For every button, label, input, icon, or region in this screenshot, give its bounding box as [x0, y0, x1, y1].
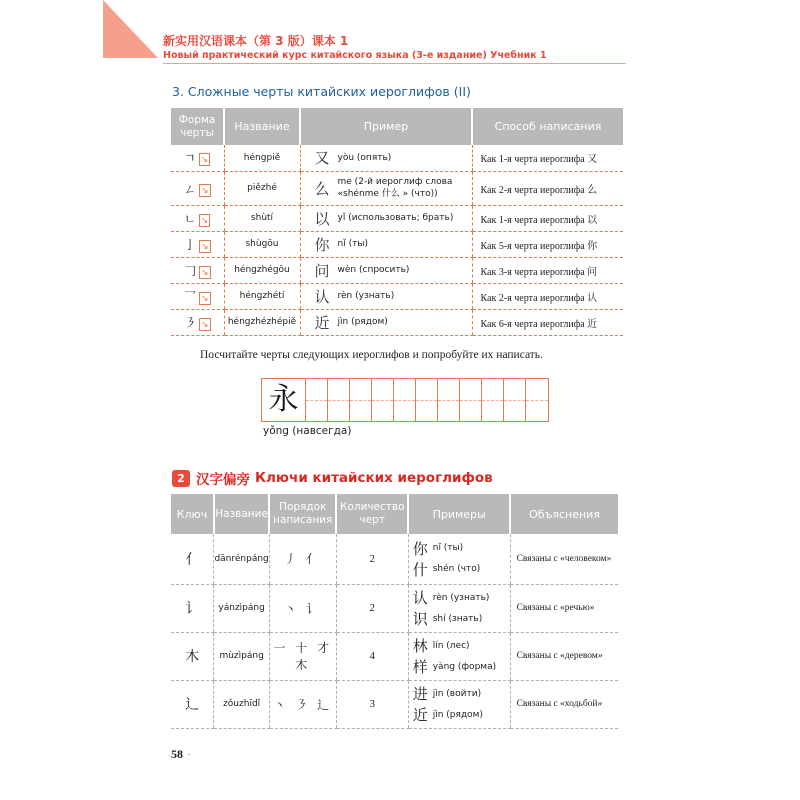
stroke-glyph: ㄥ: [183, 181, 196, 196]
writing-grid: [261, 378, 549, 422]
stroke-glyph: 𠃌: [183, 263, 196, 278]
practice-caption: yǒng (навсегда): [263, 425, 352, 437]
example-char: 么: [314, 179, 330, 198]
stroke-order-icon: ↘: [200, 184, 209, 195]
radical-example: [413, 587, 510, 608]
radical-example-text: shén (что): [432, 564, 481, 575]
radical-row: [171, 680, 618, 728]
radical-example-text: lín (лес): [432, 640, 470, 651]
radical-name: yánzìpáng: [214, 584, 269, 632]
radical-example-text: rèn (узнать): [432, 592, 490, 603]
radical-example-char: 近: [412, 706, 428, 724]
col-name: Название: [224, 108, 300, 145]
radical-example: [413, 704, 510, 725]
example-char: 问: [314, 261, 330, 280]
col-order: Порядок написания: [269, 494, 336, 534]
grid-cell: [394, 379, 416, 421]
stroke-count: 4: [336, 632, 408, 680]
stroke-order-icon: ↘: [200, 266, 209, 277]
radical-example: [413, 635, 510, 656]
radical-row: [171, 584, 618, 632]
stroke-name: shùtí: [224, 205, 300, 231]
radical-name: mùzìpáng: [214, 632, 269, 680]
col-method: Способ написания: [472, 108, 623, 145]
stroke-count: 3: [336, 680, 408, 728]
radical-example: [413, 538, 510, 559]
radical-table: [171, 494, 618, 729]
stroke-order: 丿 亻: [269, 534, 336, 584]
stroke-order: 丶 ㇋ 辶: [269, 680, 336, 728]
stroke-order-icon: ↘: [200, 292, 209, 303]
radical-example-char: 识: [412, 610, 428, 628]
radical-row: [171, 534, 618, 584]
stroke-table: [171, 108, 623, 336]
col-example: Пример: [300, 108, 472, 145]
radical-example-char: 什: [412, 560, 428, 579]
radical-example-text: jìn (рядом): [432, 709, 483, 720]
radical-char: 辶: [171, 680, 214, 728]
stroke-name: héngpiě: [224, 145, 300, 171]
radical-example-char: 你: [412, 539, 428, 558]
grid-cell: [526, 379, 548, 421]
example-char: 以: [314, 209, 330, 228]
stroke-count: 2: [336, 534, 408, 584]
radical-example: [413, 559, 510, 580]
stroke-row: [171, 309, 623, 335]
grid-cell: [328, 379, 350, 421]
radical-name: zǒuzhīdǐ: [214, 680, 269, 728]
radical-char: 亻: [171, 534, 214, 584]
example-text: me (2-й иероглиф слова «shénme 什么 » (что)): [337, 177, 453, 199]
radical-row: [171, 632, 618, 680]
radical-example-char: 进: [412, 685, 428, 703]
example-text: nǐ (ты): [337, 239, 368, 249]
book-title-zh: 新实用汉语课本（第 3 版）课本 1: [163, 34, 349, 48]
radical-example-text: jìn (войти): [432, 688, 482, 699]
stroke-row: [171, 205, 623, 231]
col-radical: Ключ: [171, 494, 214, 534]
stroke-row: [171, 145, 623, 171]
radical-explanation: Связаны с «ходьбой»: [510, 680, 618, 728]
stroke-method: Как 3-я черта иероглифа 问: [472, 257, 623, 283]
practice-instruction: Посчитайте черты следующих иероглифов и попробуйте их написать.: [200, 349, 543, 361]
radical-char: 木: [171, 632, 214, 680]
stroke-row: [171, 283, 623, 309]
example-text: yǐ (использовать; брать): [337, 213, 454, 223]
example-text: wèn (спросить): [337, 265, 410, 275]
radical-example-text: yàng (форма): [432, 661, 497, 672]
example-text: jìn (рядом): [337, 317, 388, 327]
grid-cell: [504, 379, 526, 421]
radical-example-text: nǐ (ты): [432, 543, 464, 554]
radical-example-text: shí (знать): [432, 613, 483, 624]
grid-cell: [372, 379, 394, 421]
radical-example-char: 认: [412, 589, 428, 607]
section-number-badge: 2: [172, 470, 190, 487]
section-2-title-ru: Ключи китайских иероглифов: [255, 470, 493, 486]
example-text: yòu (опять): [337, 152, 392, 163]
stroke-method: Как 1-я черта иероглифа 又: [472, 145, 623, 171]
stroke-order-icon: ↘: [200, 214, 209, 225]
radical-name: dānrénpáng: [214, 534, 269, 584]
section-2-title: [172, 468, 493, 488]
stroke-method: Как 2-я черта иероглифа 么: [472, 171, 623, 205]
grid-cell: [438, 379, 460, 421]
stroke-row: [171, 231, 623, 257]
example-char: 你: [314, 235, 330, 254]
radical-explanation: Связаны с «деревом»: [510, 632, 618, 680]
stroke-method: Как 2-я черта иероглифа 认: [472, 283, 623, 309]
stroke-name: héngzhézhépiě: [224, 309, 300, 335]
radical-example: [413, 608, 510, 629]
radical-explanation: Связаны с «человеком»: [510, 534, 618, 584]
page-footer: [171, 747, 191, 762]
radical-example-char: 林: [412, 637, 428, 655]
stroke-name: héngzhétí: [224, 283, 300, 309]
practice-char: 永: [262, 379, 306, 421]
header-divider: [163, 63, 626, 64]
stroke-method: Как 5-я черта иероглифа 你: [472, 231, 623, 257]
grid-cell: [482, 379, 504, 421]
stroke-order-icon: ↘: [200, 154, 209, 165]
grid-cell: [460, 379, 482, 421]
radical-example: [413, 656, 510, 677]
stroke-order-icon: ↘: [200, 240, 209, 251]
stroke-order-icon: ↘: [200, 318, 209, 329]
stroke-glyph: 乛: [183, 289, 196, 304]
section-3-title: 3. Сложные черты китайских иероглифов (II): [172, 84, 471, 99]
grid-cell: [350, 379, 372, 421]
stroke-name: héngzhégōu: [224, 257, 300, 283]
radical-explanation: Связаны с «речью»: [510, 584, 618, 632]
col-radical-name: Название: [214, 494, 269, 534]
stroke-row: [171, 257, 623, 283]
radical-example: [413, 683, 510, 704]
example-text: rèn (узнать): [337, 291, 395, 301]
radical-char: 讠: [171, 584, 214, 632]
stroke-glyph: 亅: [183, 237, 196, 252]
col-examples: Примеры: [408, 494, 510, 534]
grid-cell: [416, 379, 438, 421]
stroke-count: 2: [336, 584, 408, 632]
stroke-row: [171, 171, 623, 205]
page-number: 58: [171, 747, 183, 761]
stroke-glyph: ㄴ: [184, 211, 196, 226]
stroke-method: Как 1-я черта иероглифа 以: [472, 205, 623, 231]
col-stroke-form: Форма черты: [171, 108, 224, 145]
stroke-name: shùgōu: [224, 231, 300, 257]
example-char: 近: [314, 313, 330, 332]
section-2-title-zh: 汉字偏旁: [196, 472, 250, 488]
radical-example-char: 样: [412, 658, 428, 676]
book-title-ru: Новый практический курс китайского языка (3-е издание) Учебник 1: [163, 50, 547, 61]
book-header: [163, 34, 547, 62]
stroke-order: 丶 讠: [269, 584, 336, 632]
stroke-method: Как 6-я черта иероглифа 近: [472, 309, 623, 335]
col-explanation: Объяснения: [510, 494, 618, 534]
stroke-glyph: ㇋: [183, 315, 196, 330]
grid-cell: [306, 379, 328, 421]
stroke-order: 一 十 才 木: [269, 632, 336, 680]
example-char: 又: [314, 149, 330, 168]
example-char: 认: [314, 287, 330, 306]
stroke-name: piězhé: [224, 171, 300, 205]
page-dot: ·: [187, 747, 191, 761]
stroke-glyph: ㄱ: [184, 151, 196, 166]
col-count: Количество черт: [336, 494, 408, 534]
